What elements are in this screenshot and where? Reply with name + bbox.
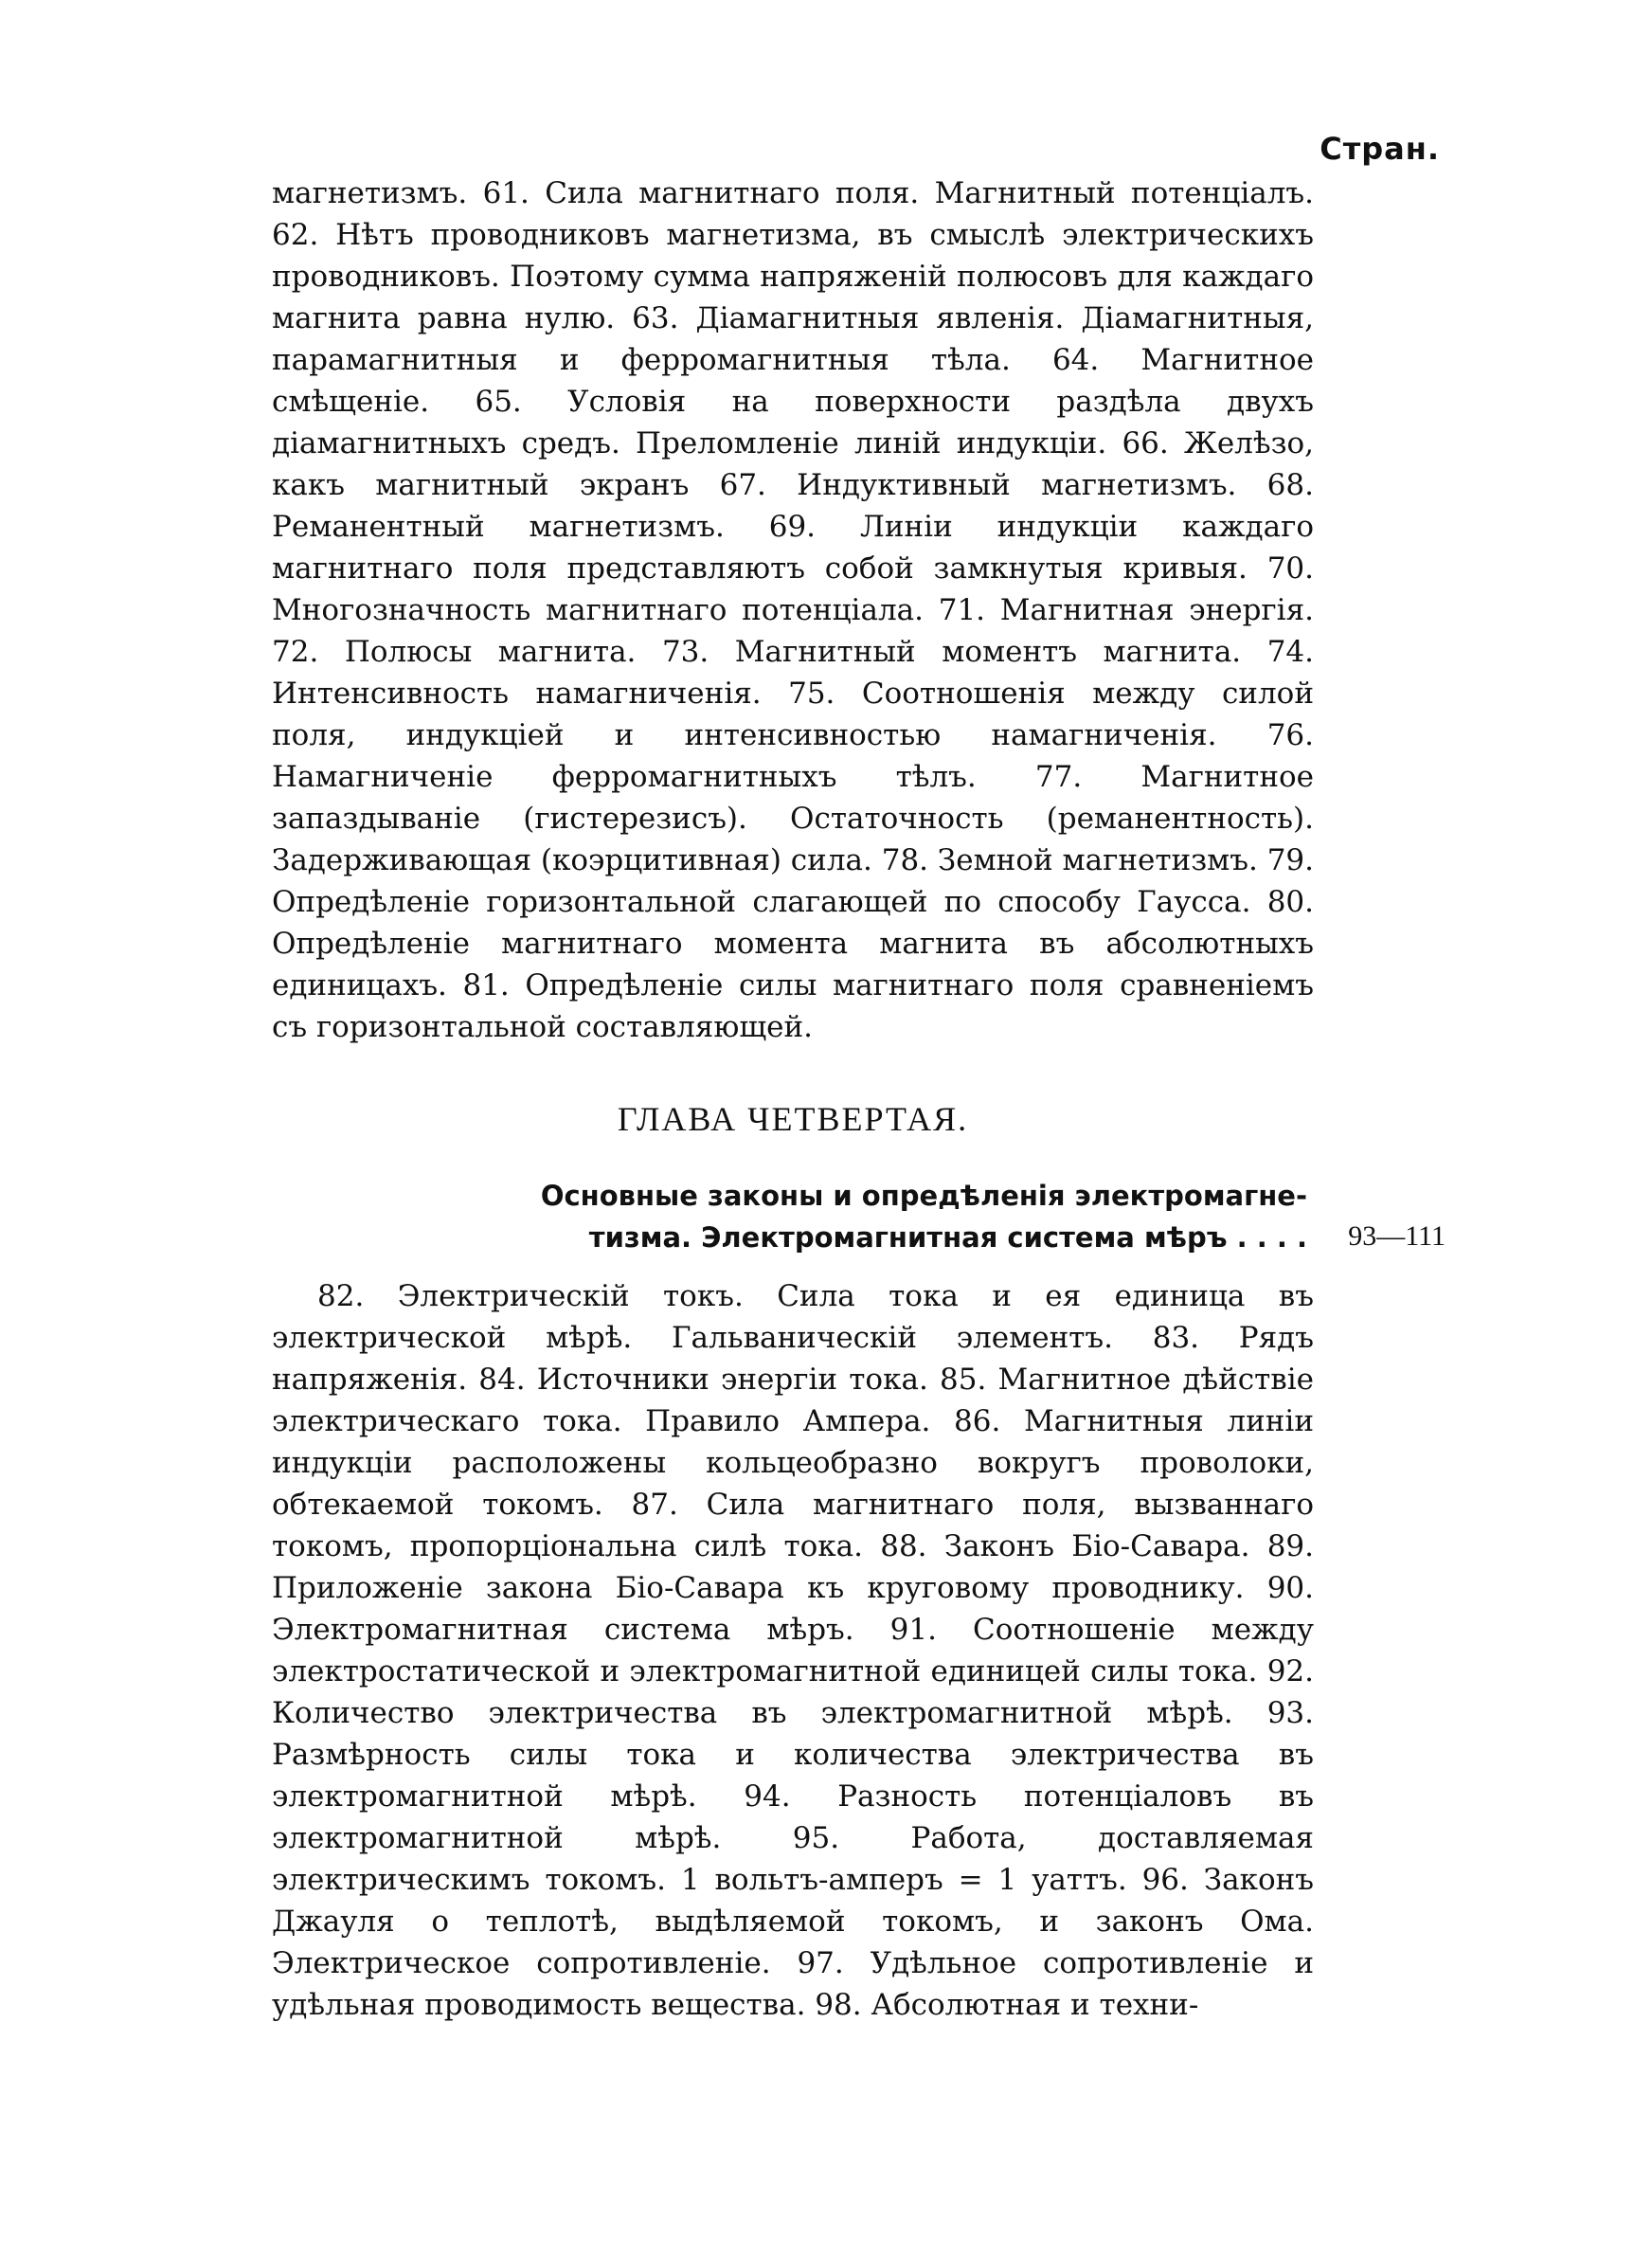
chapter-title-line-2: тизма. Электромагнитная система мѣръ . . . . (588, 1221, 1307, 1254)
section-continuation-text: магнетизмъ. 61. Сила магнитнаго поля. Магнитный потенціалъ. 62. Нѣтъ проводниковъ магнетизма, въ смыслѣ электрическихъ проводниковъ. Поэтому сумма напряженій полюсовъ для каждаго магнита равна нулю. 63. Діамагнитныя явленія. Діамагнитныя, парамагнитныя и ферромагнитныя тѣла. 64. Магнитное смѣщеніе. 65. Условія на поверхности раздѣла двухъ діамагнитныхъ средъ. Преломленіе линій индукціи. 66. Желѣзо, какъ магнитный экранъ 67. Индуктивный магнетизмъ. 68. Реманентный магнетизмъ. 69. Линіи индукціи каждаго магнитнаго поля представляютъ собой замкнутыя кривыя. 70. Многозначность магнитнаго потенціала. 71. Магнитная энергія. 72. Полюсы магнита. 73. Магнитный моментъ магнита. 74. Интенсивность намагниченія. 75. Соотношенія между силой поля, индукціей и интенсивностью намагниченія. 76. Намагниченіе ферромагнитныхъ тѣлъ. 77. Магнитное запаздываніе (гистерезисъ). Остаточность (реманентность). Задерживающая (коэрцитивная) сила. 78. Земной магнетизмъ. 79. Опредѣленіе горизонтальной слагающей по способу Гаусса. 80. Опредѣленіе магнитнаго момента магнита въ абсолютныхъ единицахъ. 81. Опредѣленіе силы магнитнаго поля сравненіемъ съ горизонтальной составляющей. (272, 176, 1314, 1044)
chapter-title-line-1: Основные законы и опредѣленія электромагне- (540, 1180, 1307, 1212)
page-column-header: Стран. (1320, 131, 1440, 167)
chapter-body-text: 82. Электрическій токъ. Сила тока и ея единица въ электрической мѣрѣ. Гальваническій элементъ. 83. Рядъ напряженія. 84. Источники энергіи тока. 85. Магнитное дѣйствіе электрическаго тока. Правило Ампера. 86. Магнитныя линіи индукціи расположены кольцеобразно вокругъ проволоки, обтекаемой токомъ. 87. Сила магнитнаго поля, вызваннаго токомъ, пропорціональна силѣ тока. 88. Законъ Біо-Савара. 89. Приложеніе закона Біо-Савара къ круговому проводнику. 90. Электромагнитная система мѣръ. 91. Соотношеніе между электростатической и электромагнитной единицей силы тока. 92. Количество электричества въ электромагнитной мѣрѣ. 93. Размѣрность силы тока и количества электричества въ электромагнитной мѣрѣ. 94. Разность потенціаловъ въ электромагнитной мѣрѣ. 95. Работа, доставляемая электрическимъ токомъ. 1 вольтъ-амперъ = 1 уаттъ. 96. Законъ Джауля о теплотѣ, выдѣляемой токомъ, и законъ Ома. Электрическое сопротивленіе. 97. Удѣльное сопротивленіе и удѣльная проводимость вещества. 98. Абсолютная и техни- (272, 1279, 1314, 2022)
chapter-title (455, 1175, 1307, 1258)
chapter-heading: ГЛАВА ЧЕТВЕРТАЯ. (617, 1100, 969, 1138)
chapter-page-range: 93—111 (1348, 1220, 1446, 1252)
